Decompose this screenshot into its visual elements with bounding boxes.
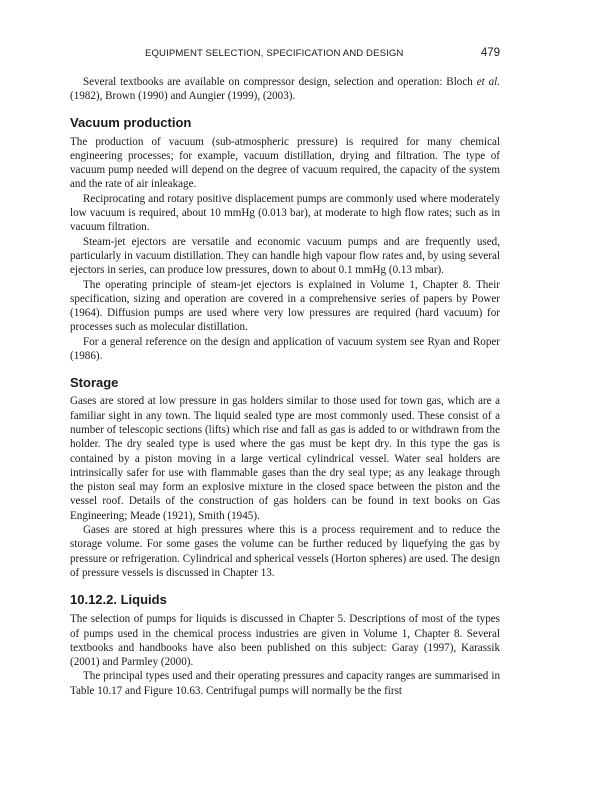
paragraph: The principal types used and their operating pressures and capacity ranges are summarised in Table 10.17 and Figure 10.63. Centrifugal pumps will normally be the first [70,670,500,697]
heading-liquids: 10.12.2. Liquids [70,592,167,608]
intro-paragraph: Several textbooks are available on compressor design, selection and operation: Bloch et al. (1982), Brown (1990) and Aungier (1999), (2003). [70,76,501,103]
paragraph: Reciprocating and rotary positive displacement pumps are commonly used where moderately low vacuum is required, about 10 mmHg (0.013 bar), at moderate to high flow rates; such as in vacuum filtration. [70,192,500,234]
paragraph: The production of vacuum (sub-atmospheric pressure) is required for many chemical engineering processes; for example, vacuum distillation, drying and filtration. The type of vacuum pump needed will depend on the degree of vacuum required, the capacity of the system and the rate of air inleakage. [70,135,500,191]
paragraph: Steam-jet ejectors are versatile and economic vacuum pumps and are frequently used, particularly in vacuum distillation. They can handle high vapour flow rates and, by using several ejectors in series, can produce low pressures, down to about 0.1 mmHg (0.13 mbar). [70,235,500,277]
paragraph: For a general reference on the design and application of vacuum system see Ryan and Roper (1986). [70,335,500,363]
heading-storage: Storage [70,375,119,391]
paragraph: The selection of pumps for liquids is discussed in Chapter 5. Descriptions of most of the types of pumps used in the chemical process industries are given in Volume 1, Chapter 8. Several textbooks and handbooks have also been published on this subject: Garay (1997), Karassik (2001) and Parmley (2000). [70,613,500,669]
heading-vacuum-production: Vacuum production [70,114,192,130]
paragraph: Gases are stored at low pressure in gas holders similar to those used for town gas, which are a familiar sight in any town. The liquid sealed type are most commonly used. These consist of a number of telescopic sections (lifts) which rise and fall as gas is added to or withdrawn from the holder. The dry sealed type is used where the gas must be kept dry. In this type the gas is contained by a piston moving in a large vertical cylindrical vessel. Water seal holders are intrinsically safer for use with flammable gases than the dry seal type; as any leakage through the piston seal may form an explosive mixture in the closed space between the piston and the vessel roof. Details of the construction of gas holders can be found in text books on Gas Engineering; Meade (1921), Smith (1945). [70,395,500,522]
page-body [70,75,500,698]
paragraph: Gases are stored at high pressures where this is a process requirement and to reduce the storage volume. For some gases the volume can be further reduced by liquefying the gas by pressure or refrigeration. Cylindrical and spherical vessels (Horton spheres) are used. The design of pressure vessels is discussed in Chapter 13. [70,524,500,579]
page-header [0,48,612,64]
running-head: EQUIPMENT SELECTION, SPECIFICATION AND DESIGN [145,48,404,59]
page-number: 479 [480,47,500,59]
paragraph: The operating principle of steam-jet ejectors is explained in Volume 1, Chapter 8. Their specification, sizing and operation are covered in a comprehensive series of papers by Power (1964). Diffusion pumps are used where very low pressures are required (hard vacuum) for processes such as molecular distillation. [70,278,500,334]
